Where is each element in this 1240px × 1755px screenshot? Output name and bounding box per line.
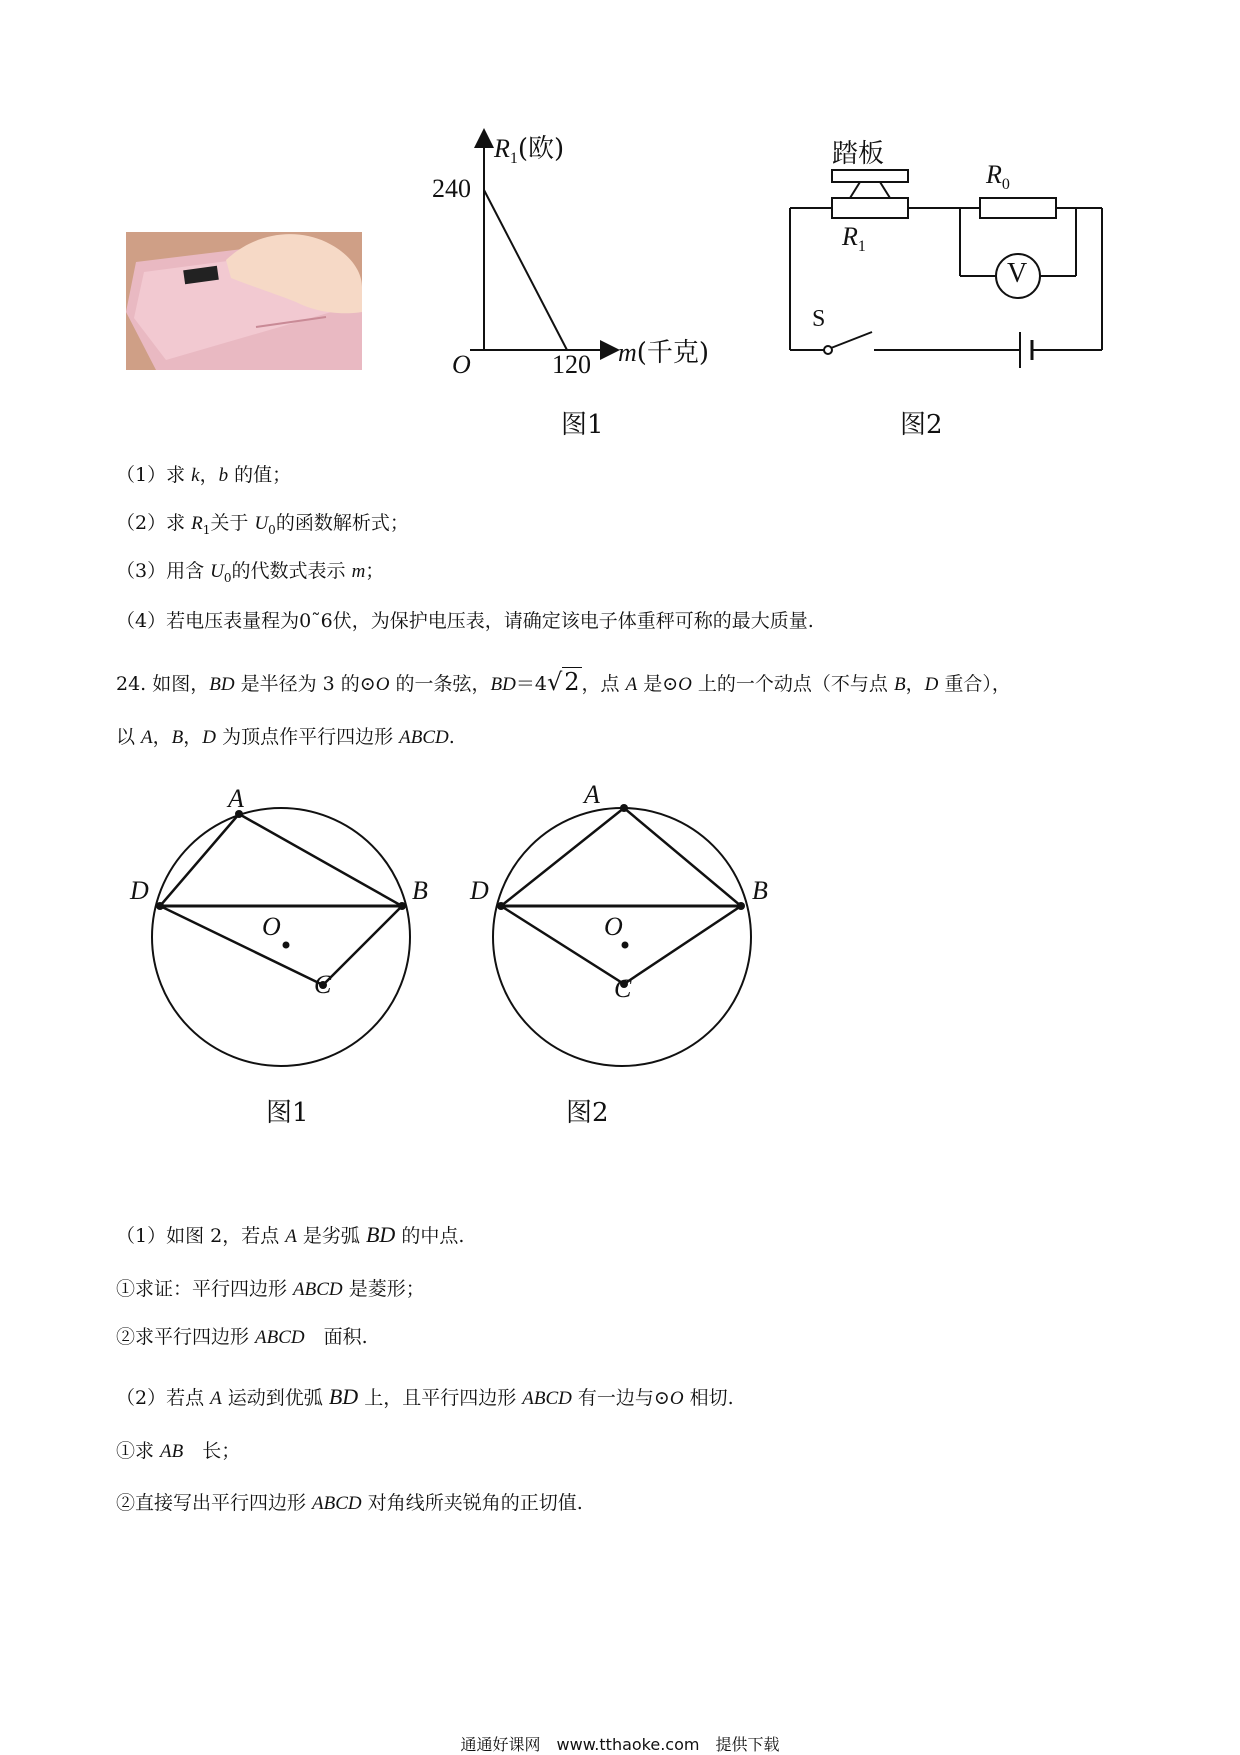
fig2-point-a [620,804,628,812]
r1-resistor [832,198,908,218]
graph-line [484,190,567,350]
fig2-label-b: B [752,876,768,905]
q24-part-2-i: ①求 AB 长； [116,1440,241,1462]
q24-stem-line-2: 以 A，B，D 为顶点作平行四边形 ABCD. [116,726,455,748]
q24-part-1-ii: ②求平行四边形 ABCD 面积. [116,1326,368,1348]
fig1-label-b: B [412,876,428,905]
fig2-point-o [622,942,629,949]
circuit-diagram [770,160,1110,370]
fig2-parallelogram [501,808,741,984]
geo-figure-1-caption: 图1 [266,1098,309,1128]
pedal-plate [832,170,908,182]
fig2-label-c: C [614,974,632,1003]
pedal-label: 踏板 [832,139,885,169]
origin-label: O [452,350,471,379]
q23-part-4: （4）若电压表量程为0˜6伏，为保护电压表，请确定该电子体重秤可称的最大质量. [116,610,814,632]
y-axis-label: $R_1$(欧) [494,134,565,168]
fig2-label-a: A [584,780,600,809]
sqrt-symbol: √2 [546,668,580,696]
fig1-point-b [398,902,406,910]
q23-part-1: （1）求 k，b 的值； [116,464,292,486]
scale-photo-illustration [126,232,362,370]
r0-resistor [980,198,1056,218]
q24-part-2-ii: ②直接写出平行四边形 ABCD 对角线所夹锐角的正切值. [116,1492,583,1514]
fig2-point-d [497,902,505,910]
q23-part-2: （2）求 $R_1$关于 $U_0$的函数解析式； [116,512,409,537]
x-axis-label: m(千克) [618,338,710,368]
q23-part-3: （3）用含 $U_0$的代数式表示 m； [116,560,385,585]
y-tick-240: 240 [432,174,471,203]
scale-photo [126,232,362,370]
geometry-figures [0,780,820,1110]
fig2-label-d: D [470,876,489,905]
fig1-point-d [156,902,164,910]
q24-part-1-i: ①求证：平行四边形 ABCD 是菱形； [116,1278,425,1300]
fig1-label-a: A [228,784,244,813]
figure-2-caption-top: 图2 [900,410,943,440]
r1-label: $R_1$ [842,222,866,256]
q24-part-1: （1）如图 2，若点 A 是劣弧 BD 的中点. [116,1222,465,1247]
switch-lever [831,332,872,348]
voltmeter-label: V [1007,258,1028,289]
switch-label: S [812,306,826,332]
geo-figure-2-caption: 图2 [566,1098,609,1128]
fig1-label-o: O [262,912,281,941]
q24-stem-line-1: 24. 如图，BD 是半径为 3 的⊙O 的一条弦，BD＝4√2 ，点 A 是⊙O 上的一个动点（不与点 B，D 重合）， [116,668,1011,696]
footer-source: 通通好课网 www.tthaoke.com 提供下载 [460,1735,780,1754]
fig2-label-o: O [604,912,623,941]
x-tick-120: 120 [552,350,591,379]
figure-1-caption-top: 图1 [561,410,604,440]
fig2-point-b [737,902,745,910]
fig1-label-d: D [130,876,149,905]
q24-part-2: （2）若点 A 运动到优弧 BD 上，且平行四边形 ABCD 有一边与⊙O 相切. [116,1384,734,1409]
fig1-label-c: C [314,970,332,999]
fig1-point-o [283,942,290,949]
r0-label: $R_0$ [986,160,1010,194]
